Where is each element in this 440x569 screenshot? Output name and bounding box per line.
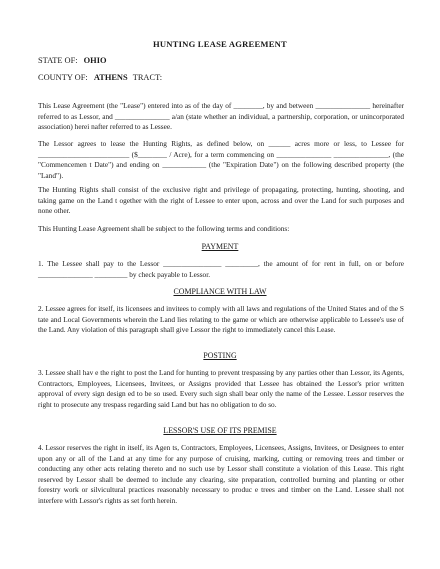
intro-paragraph: This Lease Agreement (the "Lease") entered into as of the day of ________, by and between _______________ hereinafter referred to as Lessor, and _______________ a/an (state whether an individual, a partnership, corporation, or unincorporated association) herei nafter referred to as Lessee.	[38, 101, 404, 132]
premise-heading: LESSOR'S USE OF ITS PREMISE	[163, 426, 277, 435]
county-label: COUNTY OF:	[38, 73, 88, 82]
compliance-heading: COMPLIANCE WITH LAW	[173, 287, 267, 296]
payment-heading: PAYMENT	[201, 242, 239, 251]
premise-paragraph: 4. Lessor reserves the right in itself, its Agen ts, Contractors, Employees, Licensees, Assigns, Invitees, or Designees to enter upon any or all of the Land at any time for any purpose of cruising, marking, cutting or removing trees and timber or conducting any other acts relating thereto and no such use by Lessor shall constitute a violation of this Lease. This right reserved by Lessor shall be deemed to include any clearing, site preparation, controlled burning and planting or other forestry work or silvicultural practices reasonably necessary to produc e trees and timber on the Land. Lessee shall not interfere with Lessor's rights as set forth herein.	[38, 443, 404, 505]
county-value: ATHENS	[93, 73, 128, 82]
rights-paragraph: The Lessor agrees to lease the Hunting Rights, as defined below, on ______ acres more or less, to Lessee for _________________________ ($________ / Acre), for a term commencing on _______________ _______________, (the "Commencemen t Date") and ending on ____________ (the "Expiration Date") on the following described property (the "Land").	[38, 139, 404, 180]
county-line	[38, 73, 162, 82]
posting-paragraph: 3. Lessee shall hav e the right to post the Land for hunting to prevent trespassing by any parties other than Lessor, its Agents, Contractors, Employees, Licensees, Invitees, or Assigns provided that Lessee has obtained the Lessor's prior written approval of every sign design ed to be so used. Every such sign shall bear only the name of the Lessee. Lessor reserves the right to prosecute any trespass regarding said Land but has no obligation to do so.	[38, 368, 404, 409]
tract-label: TRACT:	[132, 73, 163, 82]
state-label: STATE OF:	[38, 56, 78, 65]
posting-heading: POSTING	[203, 351, 237, 360]
definition-paragraph: The Hunting Rights shall consist of the exclusive right and privilege of propagating, protecting, hunting, shooting, and taking game on the Land t ogether with the right of Lessee to enter upon, across and over the Land for such purposes and none other.	[38, 185, 404, 216]
state-value: OHIO	[83, 56, 107, 65]
payment-paragraph: 1. The Lessee shall pay to the Lessor ________________ _________, the amount of for rent in full, on or before _______________ _________ by check payable to Lessor.	[38, 259, 404, 279]
compliance-paragraph: 2. Lessee agrees for itself, its licensees and invitees to comply with all laws and regulations of the United States and of the S tate and Local Governments wherein the Land lies relating to the game or which are otherwise applicable to Lessee's use of the Land. Any violation of this paragraph shall give Lessor the right to immediately cancel this Lease.	[38, 304, 404, 335]
state-line	[38, 56, 106, 65]
document-title: HUNTING LEASE AGREEMENT	[152, 39, 287, 49]
subject-paragraph: This Hunting Lease Agreement shall be subject to the following terms and conditions:	[38, 224, 290, 233]
